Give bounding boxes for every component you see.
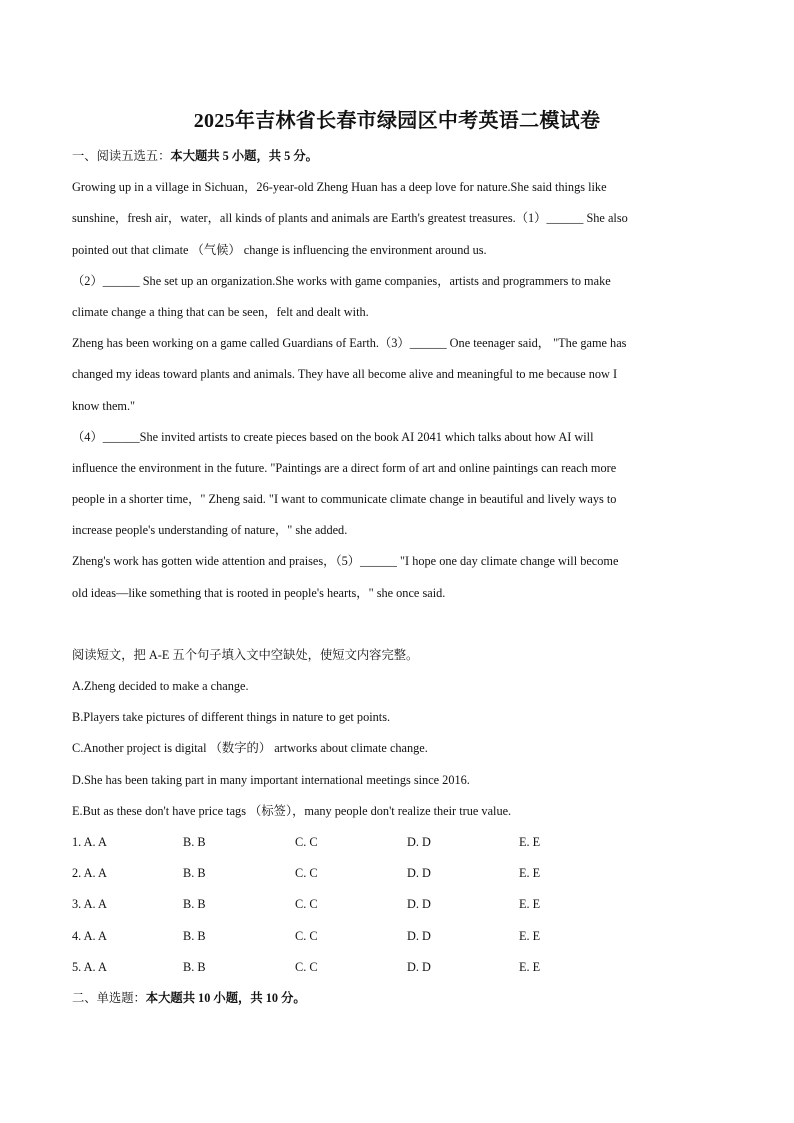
passage-line: sunshine，fresh air，water，all kinds of plants and animals are Earth's greatest treasures.（1）______ She also (72, 211, 628, 226)
page-title: 2025年吉林省长春市绿园区中考英语二模试卷 (193, 110, 601, 132)
choice-b[interactable]: B. B (183, 959, 206, 974)
section-2-heading-detail: 本大题共 10 小题，共 10 分。 (145, 990, 306, 1005)
section-2-heading (72, 983, 712, 1014)
spacer (72, 609, 712, 640)
choice-a[interactable]: 3. A. A (72, 897, 107, 912)
passage-line: climate change a thing that can be seen，felt and dealt with. (72, 304, 369, 319)
sentence-option-d: D.She has been taking part in many important international meetings since 2016. (72, 772, 470, 787)
choice-c[interactable]: C. C (295, 834, 318, 849)
question-3-choices (72, 889, 712, 920)
sentence-option-e: E.But as these don't have price tags （标签），many people don't realize their true value. (72, 803, 512, 818)
choice-b[interactable]: B. B (183, 834, 206, 849)
choice-b[interactable]: B. B (183, 866, 206, 881)
passage-line: Growing up in a village in Sichuan，26-year-old Zheng Huan has a deep love for nature.She said things like (72, 180, 607, 195)
choice-a[interactable]: 5. A. A (72, 959, 107, 974)
answer-choices (72, 827, 712, 983)
choice-b[interactable]: B. B (183, 928, 206, 943)
choice-e[interactable]: E. E (519, 928, 541, 943)
section-1-heading-detail: 本大题共 5 小题，共 5 分。 (170, 149, 318, 163)
choice-d[interactable]: D. D (407, 959, 431, 974)
question-1-choices (72, 827, 712, 858)
exam-content (72, 141, 712, 1014)
passage-line: Zheng's work has gotten wide attention and praises，（5）______ "I hope one day climate change will become (72, 554, 619, 569)
choice-d[interactable]: D. D (407, 834, 431, 849)
passage-line: （4）______She invited artists to create pieces based on the book AI 2041 which talks about how AI will (72, 429, 594, 444)
passage-line: （2）______ She set up an organization.She works with game companies，artists and programmers to make (72, 273, 611, 288)
sentence-option-b: B.Players take pictures of different things in nature to get points. (72, 710, 391, 725)
passage-line: pointed out that climate （气候） change is influencing the environment around us. (72, 242, 487, 257)
passage-line: changed my ideas toward plants and animals. They have all become alive and meaningful to me because now I (72, 367, 618, 382)
choice-a[interactable]: 1. A. A (72, 834, 107, 849)
passage-line: increase people's understanding of nature，" she added. (72, 523, 348, 538)
choice-c[interactable]: C. C (295, 866, 318, 881)
choice-e[interactable]: E. E (519, 959, 541, 974)
choice-a[interactable]: 2. A. A (72, 866, 107, 881)
passage-line: people in a shorter time，" Zheng said. "I want to communicate climate change in beautiful and lively ways to (72, 492, 617, 507)
section-1-heading-prefix: 一、阅读五选五： (72, 149, 171, 163)
sentence-option-c: C.Another project is digital （数字的） artworks about climate change. (72, 741, 428, 756)
question-2-choices (72, 858, 712, 889)
reading-passage (72, 172, 712, 609)
sentence-option-a: A.Zheng decided to make a change. (72, 679, 249, 693)
instruction-text: 阅读短文，把 A-E 五个句子填入文中空缺处，使短文内容完整。 (72, 647, 419, 662)
choice-d[interactable]: D. D (407, 928, 431, 943)
passage-line: know them." (72, 398, 136, 413)
passage-line: Zheng has been working on a game called Guardians of Earth.（3）______ One teenager said， "The game has (72, 336, 627, 351)
choice-c[interactable]: C. C (295, 897, 318, 912)
section-1-heading (72, 141, 712, 172)
choice-e[interactable]: E. E (519, 866, 541, 881)
choice-e[interactable]: E. E (519, 834, 541, 849)
choice-e[interactable]: E. E (519, 897, 541, 912)
choice-b[interactable]: B. B (183, 897, 206, 912)
choice-d[interactable]: D. D (407, 866, 431, 881)
passage-line: influence the environment in the future. "Paintings are a direct form of art and online paintings can reach more (72, 460, 617, 475)
choice-c[interactable]: C. C (295, 959, 318, 974)
sentence-options (72, 671, 712, 827)
section-2-heading-prefix: 二、单选题： (72, 990, 146, 1005)
question-4-choices (72, 921, 712, 952)
question-5-choices (72, 952, 712, 983)
choice-c[interactable]: C. C (295, 928, 318, 943)
passage-line: old ideas—like something that is rooted in people's hearts，" she once said. (72, 585, 446, 600)
choice-d[interactable]: D. D (407, 897, 431, 912)
choice-a[interactable]: 4. A. A (72, 928, 107, 943)
